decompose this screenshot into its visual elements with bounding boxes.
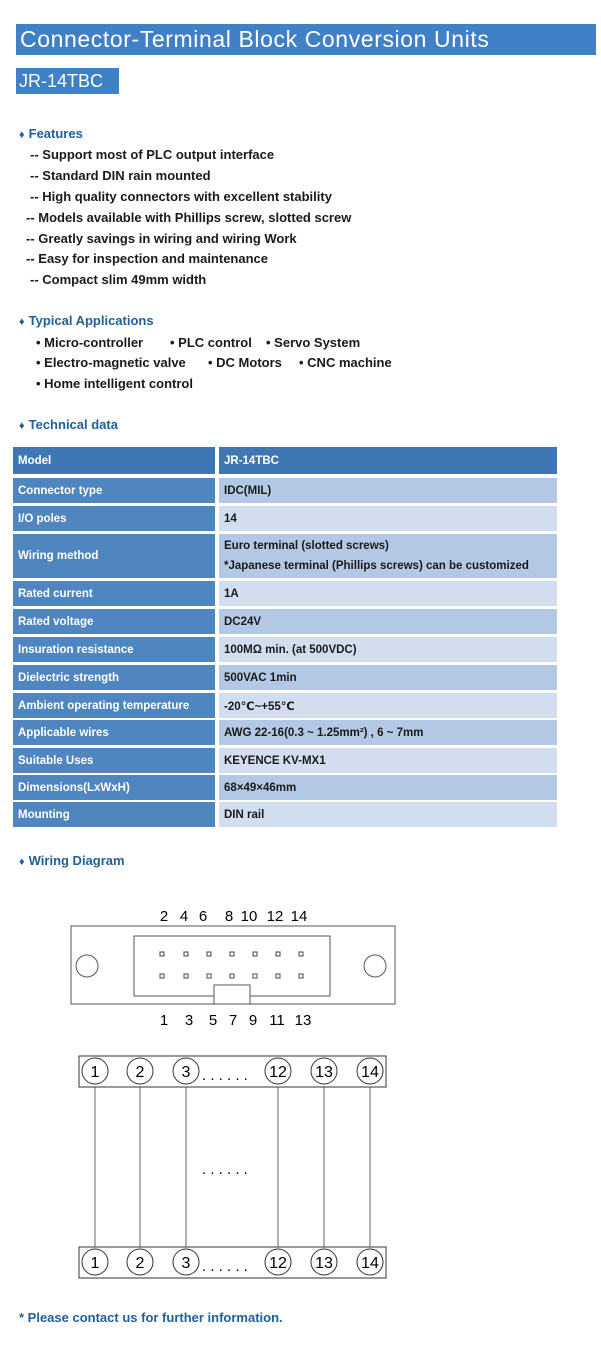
pin-label: 13	[294, 1012, 312, 1029]
feature-item: -- Compact slim 49mm width	[30, 272, 207, 287]
footer-note: * Please contact us for further information.	[19, 1310, 283, 1325]
table-cell-value: DIN rail	[219, 802, 557, 827]
pin-label: 8	[224, 908, 234, 925]
wiring-ellipsis: . . . . . .	[202, 1161, 248, 1178]
pin-label: 10	[240, 908, 258, 925]
terminal-label: 12	[269, 1255, 287, 1272]
page-title: Connector-Terminal Block Conversion Units	[16, 24, 596, 55]
table-cell-value: KEYENCE KV-MX1	[219, 748, 557, 773]
pin-label: 14	[290, 908, 308, 925]
table-cell-value: AWG 22-16(0.3 ~ 1.25mm²) , 6 ~ 7mm	[219, 720, 557, 745]
terminal-label: 2	[135, 1064, 145, 1081]
table-cell-label: Applicable wires	[13, 720, 215, 745]
pin-label: 7	[228, 1012, 238, 1029]
feature-item: -- Easy for inspection and maintenance	[26, 251, 268, 266]
table-cell-value: 14	[219, 506, 557, 531]
terminal-label: 12	[269, 1064, 287, 1081]
application-item: • Micro-controller	[36, 335, 144, 350]
application-item: • DC Motors	[208, 355, 282, 370]
table-cell-label: Dielectric strength	[13, 665, 215, 690]
pin-label: 3	[184, 1012, 194, 1029]
terminal-label: 1	[90, 1255, 100, 1272]
feature-item: -- Models available with Phillips screw, slotted screw	[26, 210, 352, 225]
table-cell-value: -20℃~+55℃	[219, 693, 557, 718]
table-cell-label: Insuration resistance	[13, 637, 215, 662]
terminal-label: 13	[315, 1064, 333, 1081]
table-cell-label: I/O poles	[13, 506, 215, 531]
wiring-heading: ♦ Wiring Diagram	[19, 853, 125, 868]
connector-key	[214, 985, 250, 1004]
terminal-label: 14	[361, 1255, 379, 1272]
application-item: • PLC control	[170, 335, 252, 350]
pin-label: 4	[179, 908, 189, 925]
table-cell-value: IDC(MIL)	[219, 478, 557, 503]
table-cell-label: Connector type	[13, 478, 215, 503]
application-item: • Electro-magnetic valve	[36, 355, 186, 370]
application-item: • Home intelligent control	[36, 376, 193, 391]
table-cell-label: Wiring method	[13, 534, 215, 578]
terminal-label: 3	[181, 1255, 191, 1272]
terminal-label: 1	[90, 1064, 100, 1081]
diamond-icon: ♦	[19, 129, 25, 141]
mount-hole-left	[76, 955, 98, 977]
terminal-label: 3	[181, 1064, 191, 1081]
features-heading: ♦ Features	[19, 126, 83, 141]
feature-item: -- High quality connectors with excellent stability	[30, 189, 332, 204]
feature-item: -- Support most of PLC output interface	[30, 147, 275, 162]
table-cell-label: Mounting	[13, 802, 215, 827]
pin-label: 9	[248, 1012, 258, 1029]
table-cell-value: 1A	[219, 581, 557, 606]
table-cell-value: 500VAC 1min	[219, 665, 557, 690]
table-cell-label: Rated voltage	[13, 609, 215, 634]
pin-label: 1	[159, 1012, 169, 1029]
mount-hole-right	[364, 955, 386, 977]
pin-label: 12	[266, 908, 284, 925]
terminal-ellipsis: . . . . . .	[202, 1258, 248, 1275]
pin-label: 5	[208, 1012, 218, 1029]
table-cell-label: Ambient operating temperature	[13, 693, 215, 718]
diamond-icon: ♦	[19, 316, 25, 328]
table-cell-value: DC24V	[219, 609, 557, 634]
terminal-label: 14	[361, 1064, 379, 1081]
wiring-method-note: *Japanese terminal (Phillips screws) can be customized	[224, 560, 529, 572]
terminal-label: 13	[315, 1255, 333, 1272]
terminal-label: 2	[135, 1255, 145, 1272]
model-title: JR-14TBC	[16, 68, 119, 94]
table-cell-value: JR-14TBC	[219, 447, 557, 474]
table-cell-label: Dimensions(LxWxH)	[13, 775, 215, 800]
applications-heading: ♦ Typical Applications	[19, 313, 154, 328]
table-cell-value: 68×49×46mm	[219, 775, 557, 800]
diamond-icon: ♦	[19, 420, 25, 432]
diamond-icon: ♦	[19, 856, 25, 868]
wiring-method-value: Euro terminal (slotted screws)	[224, 540, 389, 552]
pin-label: 11	[269, 1012, 285, 1029]
table-cell-value: 100MΩ min. (at 500VDC)	[219, 637, 557, 662]
feature-item: -- Standard DIN rain mounted	[30, 168, 211, 183]
table-cell-label: Rated current	[13, 581, 215, 606]
table-cell-label: Suitable Uses	[13, 748, 215, 773]
pin-label: 2	[159, 908, 169, 925]
terminal-ellipsis: . . . . . .	[202, 1067, 248, 1084]
application-item: • CNC machine	[299, 355, 392, 370]
feature-item: -- Greatly savings in wiring and wiring Work	[26, 231, 297, 246]
table-cell-label: Model	[13, 447, 215, 474]
technical-heading: ♦ Technical data	[19, 417, 118, 432]
pin-label: 6	[198, 908, 208, 925]
application-item: • Servo System	[266, 335, 361, 350]
